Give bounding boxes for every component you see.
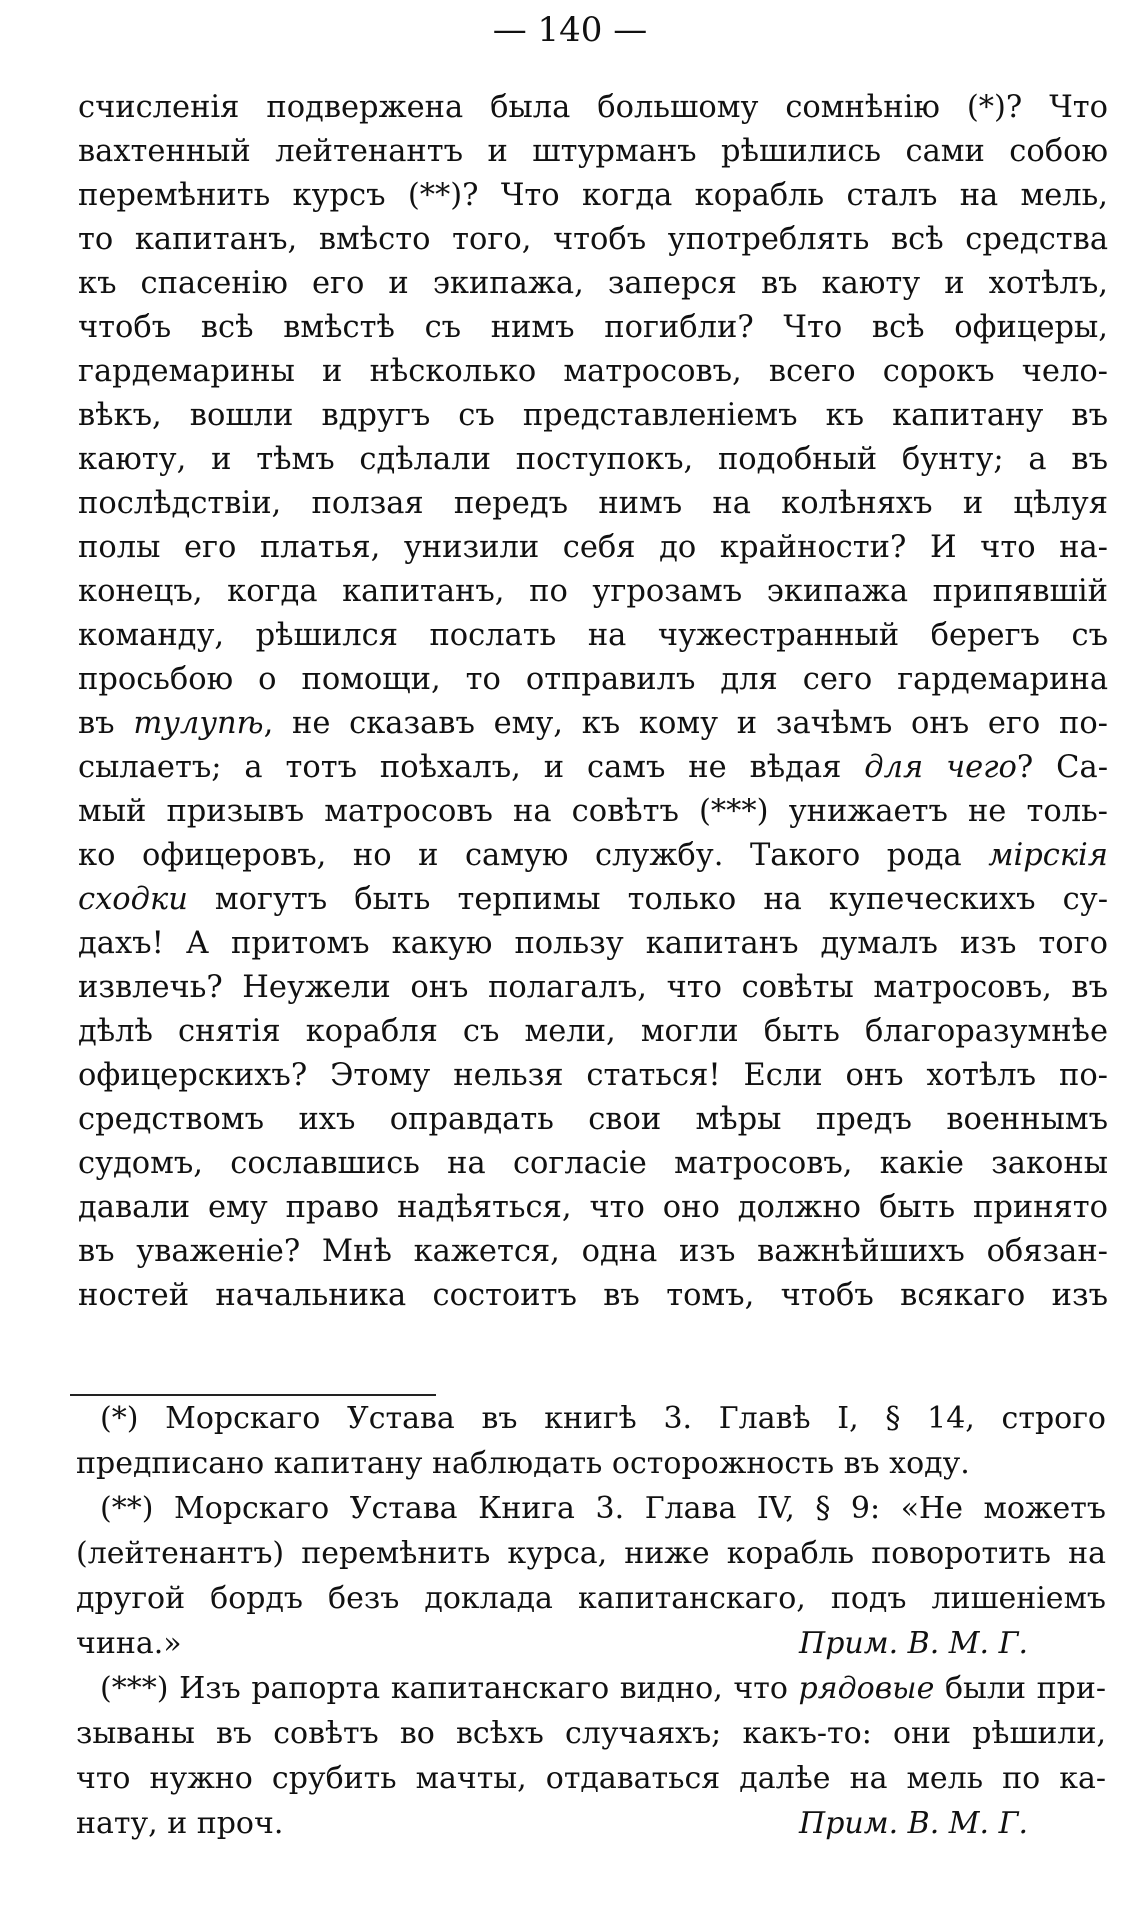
footnote-line: (**) Морскаго Устава Книга 3. Глава IV, § 9: «Не можетъ	[100, 1491, 1106, 1526]
italic-word: рядовые	[798, 1671, 935, 1706]
body-text	[78, 86, 1108, 1318]
text-segment: (***) Изъ рапорта капитанскаго видно, что	[100, 1671, 799, 1706]
body-line: мый призывъ матросовъ на совѣтъ (***) унижаетъ не толь-	[78, 794, 1108, 829]
body-line: къ спасенію его и экипажа, заперся въ каюту и хотѣлъ,	[78, 266, 1108, 301]
footnote-line: предписано капитану наблюдать осторожность въ ходу.	[76, 1446, 970, 1481]
body-line: вахтенный лейтенантъ и штурманъ рѣшились сами собою	[78, 134, 1108, 169]
footnote-line: нату, и проч.	[76, 1806, 284, 1841]
body-line: послѣдствіи, ползая передъ нимъ на колѣняхъ и цѣлуя	[78, 486, 1108, 521]
footnote-line: (лейтенантъ) перемѣнить курса, ниже корабль поворотить на	[76, 1536, 1106, 1571]
page-number: — 140 —	[492, 10, 648, 50]
footnote-line: что нужно срубить мачты, отдаваться далѣе на мель по ка-	[76, 1761, 1106, 1796]
body-line: конецъ, когда капитанъ, по угрозамъ экипажа припявшій	[78, 574, 1108, 609]
text-segment: ? Са-	[1016, 750, 1109, 785]
body-line: то капитанъ, вмѣсто того, чтобъ употреблять всѣ средства	[78, 222, 1108, 257]
italic-phrase: для чего	[864, 750, 1017, 785]
footnote-line-with-italic	[76, 1666, 1106, 1711]
body-line: дѣлѣ снятія корабля съ мели, могли быть благоразумнѣе	[78, 1014, 1108, 1049]
text-segment: , не сказавъ ему, къ кому и зачѣмъ онъ его по-	[263, 706, 1108, 741]
text-segment: сылаетъ; а тотъ поѣхалъ, и самъ не вѣдая	[78, 750, 865, 785]
body-line: средствомъ ихъ оправдать свои мѣры предъ военнымъ	[78, 1102, 1108, 1137]
body-line: въ уваженіе? Мнѣ кажется, одна изъ важнѣйшихъ обязан-	[78, 1234, 1108, 1269]
text-segment: въ	[78, 706, 134, 741]
italic-word: мірскія	[988, 838, 1108, 873]
footnote-line: чина.»	[76, 1626, 182, 1661]
footnote-closing-line	[76, 1621, 1106, 1666]
editor-signature: Прим. В. М. Г.	[799, 1806, 1028, 1841]
body-line: чтобъ всѣ вмѣстѣ съ нимъ погибли? Что всѣ офицеры,	[78, 310, 1108, 345]
body-line-with-italic	[78, 746, 1108, 790]
footnote-line: (*) Морскаго Устава въ книгѣ 3. Главѣ I, § 14, строго	[100, 1401, 1106, 1436]
footnote-closing-line	[76, 1801, 1106, 1846]
footnotes	[76, 1396, 1106, 1846]
body-line-with-italic	[78, 878, 1108, 922]
italic-word: тулупѣ	[133, 706, 264, 741]
body-line: давали ему право надѣяться, что оно должно быть принято	[78, 1190, 1108, 1225]
body-line: ностей начальника состоитъ въ томъ, чтобъ всякаго изъ	[78, 1278, 1108, 1313]
text-segment: могутъ быть терпимы только на купеческихъ су-	[187, 882, 1108, 917]
footnote-line: другой бордъ безъ доклада капитанскаго, подъ лишеніемъ	[76, 1581, 1106, 1616]
text-segment: ко офицеровъ, но и самую службу. Такого рода	[78, 838, 989, 873]
body-line: вѣкъ, вошли вдругъ съ представленіемъ къ капитану въ	[78, 398, 1108, 433]
body-line-with-italic	[78, 702, 1108, 746]
body-line-with-italic	[78, 834, 1108, 878]
body-line: каюту, и тѣмъ сдѣлали поступокъ, подобный бунту; а въ	[78, 442, 1108, 477]
body-line: офицерскихъ? Этому нельзя статься! Если онъ хотѣлъ по-	[78, 1058, 1108, 1093]
editor-signature: Прим. В. М. Г.	[799, 1626, 1028, 1661]
body-line: перемѣнить курсъ (**)? Что когда корабль сталъ на мель,	[78, 178, 1108, 213]
body-line: гардемарины и нѣсколько матросовъ, всего сорокъ чело-	[78, 354, 1108, 389]
body-line: полы его платья, унизили себя до крайности? И что на-	[78, 530, 1108, 565]
body-line: извлечь? Неужели онъ полагалъ, что совѣты матросовъ, въ	[78, 970, 1108, 1005]
body-line: команду, рѣшился послать на чужестранный берегъ съ	[78, 618, 1108, 653]
body-line: счисленія подвержена была большому сомнѣнію (*)? Что	[78, 90, 1108, 125]
footnote-line: зываны въ совѣтъ во всѣхъ случаяхъ; какъ-то: они рѣшили,	[76, 1716, 1106, 1751]
text-segment: были при-	[934, 1671, 1106, 1706]
italic-word: сходки	[78, 882, 188, 917]
body-line: просьбою о помощи, то отправилъ для сего гардемарина	[78, 662, 1108, 697]
body-line: дахъ! А притомъ какую пользу капитанъ думалъ изъ того	[78, 926, 1108, 961]
body-line: судомъ, сославшись на согласіе матросовъ, какіе законы	[78, 1146, 1108, 1181]
